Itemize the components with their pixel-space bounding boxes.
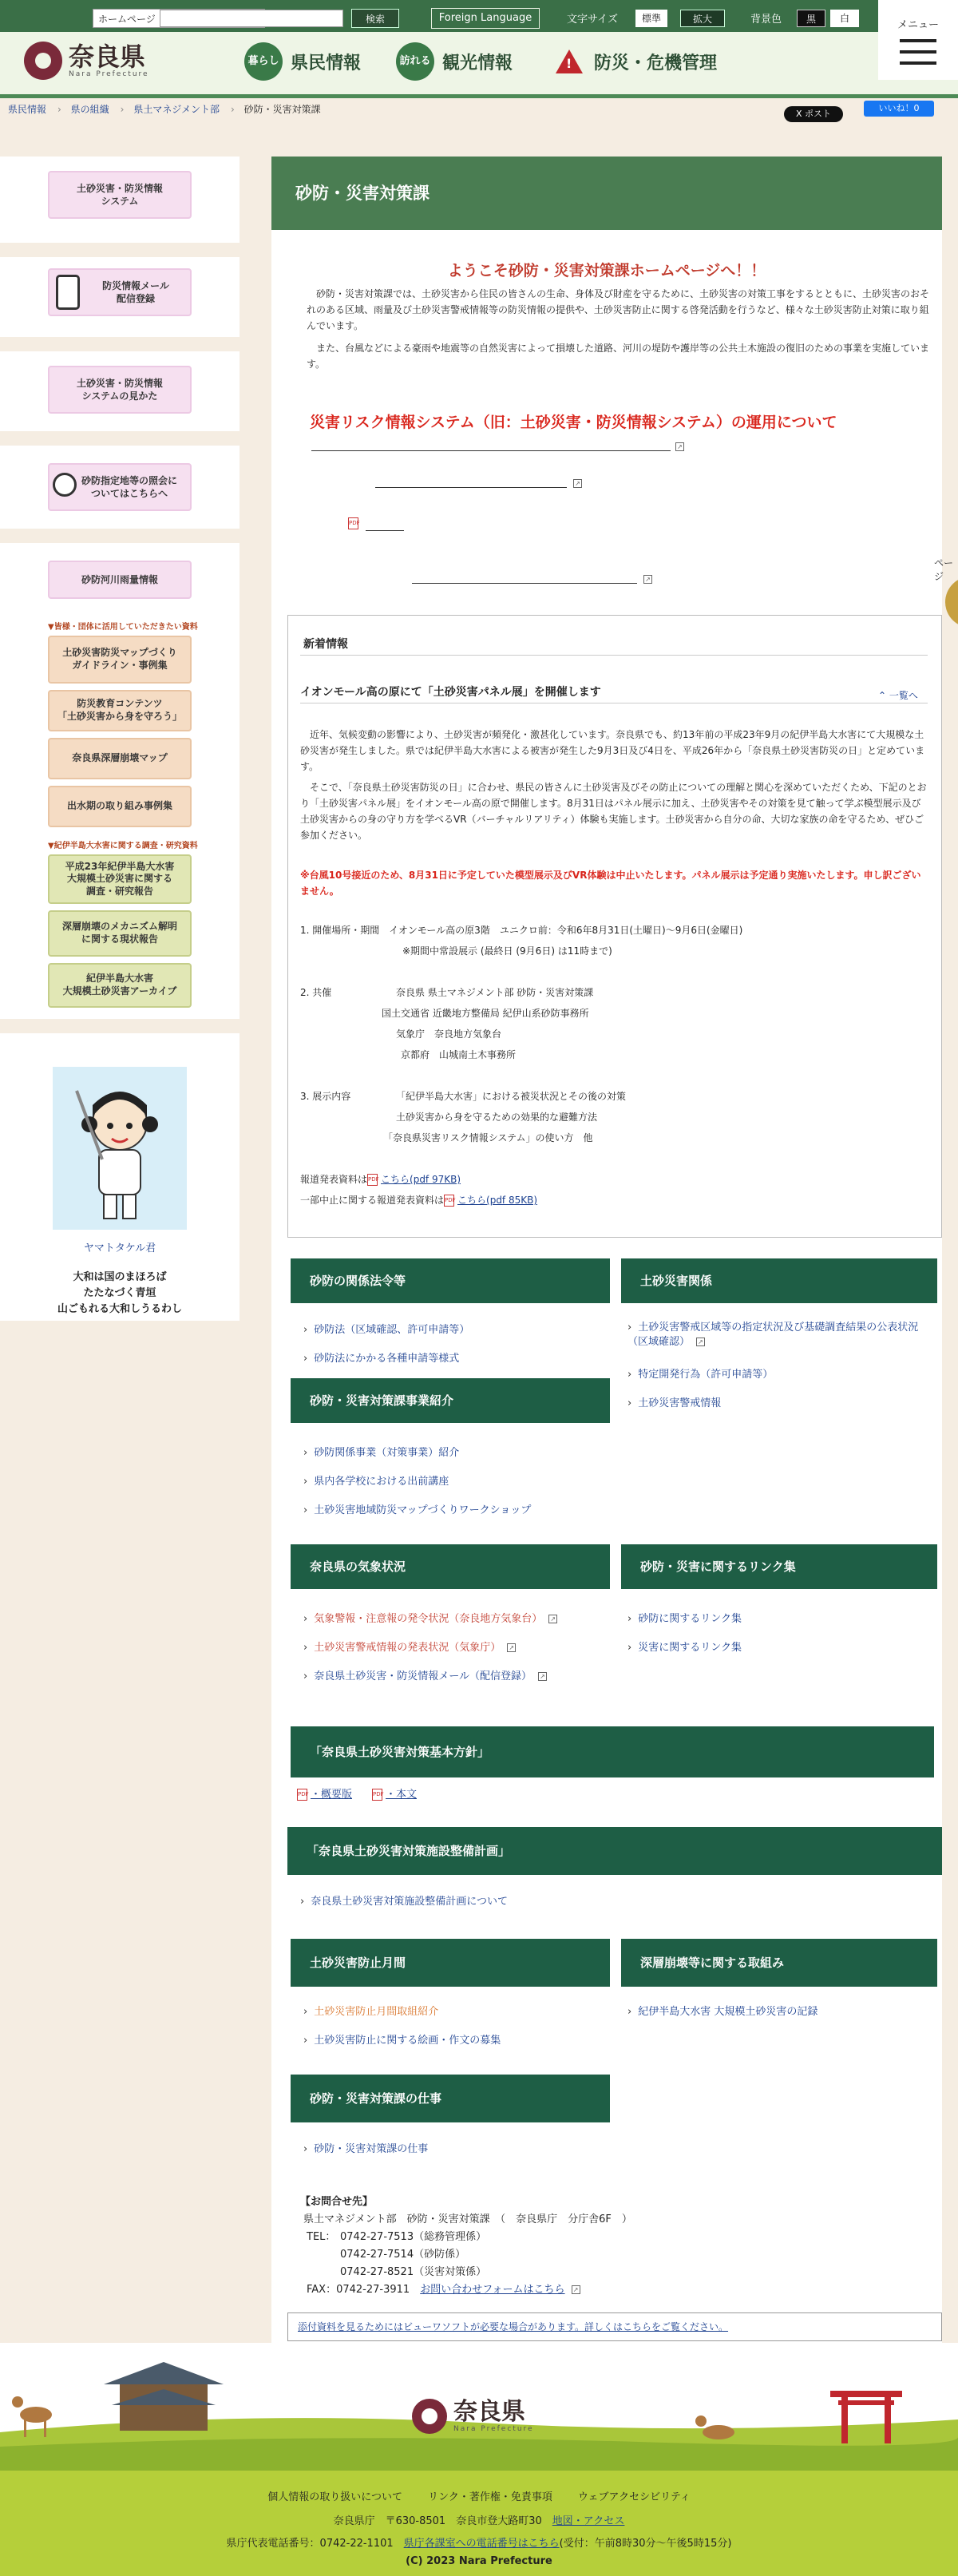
prevention-month-link[interactable]: › 土砂災害防止に関する絵画・作文の募集: [303, 2031, 501, 2047]
poem-line: たたなづく青垣: [83, 1287, 156, 1299]
pdf-icon: PDF: [372, 1789, 382, 1801]
viewer-note[interactable]: [287, 2312, 942, 2341]
menu-label: メニュー: [897, 19, 939, 31]
search-scope-value: ホームページ: [98, 14, 156, 25]
section-header-projects: 砂防・災害対策課事業紹介: [291, 1378, 610, 1423]
side-tab-label[interactable]: ページ: [934, 557, 954, 582]
intro-paragraph: また、台風などによる豪雨や地震等の自然災害によって損壊した道路、河川の堤防や護岸等の公共土木施設の復旧のための事業を実施しています。: [307, 343, 930, 370]
info-system-guide-button[interactable]: 土砂災害・防災情報 システムの見かた: [48, 366, 192, 414]
nav-badge: 暮らし: [244, 42, 283, 81]
page-title: 砂防・災害対策課: [271, 157, 942, 230]
kii-flood-report-button[interactable]: 平成23年紀伊半島大水害 大規模土砂災害に関する 調査・研究報告: [48, 854, 192, 904]
link-underline[interactable]: [366, 530, 404, 531]
link-collection-link[interactable]: › 砂防に関するリンク集: [627, 1610, 742, 1625]
breadcrumb: [8, 102, 321, 116]
breadcrumb-link[interactable]: 県土マネジメント部: [133, 104, 220, 115]
footer-link[interactable]: ウェブアクセシビリティ: [577, 2491, 691, 2503]
section-header-laws: 砂防の関係法令等: [291, 1258, 610, 1303]
project-link[interactable]: › 県内各学校における出前講座: [303, 1472, 449, 1488]
footer-logo-text: 奈良県: [453, 2398, 525, 2426]
external-link-icon: ↗: [643, 575, 652, 584]
press-release-line: [300, 1172, 461, 1186]
news-item: 京都府 山城南土木事務所: [401, 1049, 517, 1060]
footer-address: [0, 2512, 958, 2527]
sidebar-divider: [0, 243, 240, 257]
news-item: 「紀伊半島大水害」における被災状況とその後の対策: [396, 1091, 627, 1102]
news-item: ※期間中常設展示 (最終日 (9月6日) は11時まで): [402, 945, 612, 957]
nav-label: 防災・危機管理: [594, 53, 718, 73]
nara-emblem-icon: [412, 2399, 447, 2434]
breadcrumb-separator: ›: [57, 104, 61, 115]
link-underline[interactable]: [375, 487, 567, 488]
footer-logo[interactable]: [412, 2399, 534, 2434]
breadcrumb-current: 砂防・災害対策課: [243, 104, 321, 115]
news-paragraph: 近年、気候変動の影響により、土砂災害が頻発化・激甚化しています。奈良県でも、約13年前の平成23年9月の紀伊半島大水害にて大規模な土砂災害が発生しました。県では紀伊半島大水害による被害が発生した9月3日及び4日を、平成26年から「奈良県土砂災害防災の日」と定めています。: [300, 729, 925, 772]
fax-number: FAX：0742-27-3911: [307, 2284, 410, 2296]
river-rainfall-button[interactable]: 砂防河川雨量情報: [48, 561, 192, 599]
font-size-label: 文字サイズ: [567, 14, 618, 26]
section-header-weather: 奈良県の気象状況: [291, 1544, 610, 1589]
yamato-takeru-mascot-icon: [53, 1067, 187, 1230]
news-item: 国土交通省 近畿地方整備局 紀伊山系砂防事務所: [382, 1008, 589, 1019]
press-release-pdf-link[interactable]: こちら(pdf 85KB): [457, 1195, 538, 1206]
sidebar-section-label: ▼紀伊半島大水害に関する調査・研究資料: [48, 842, 198, 850]
flood-season-examples-button[interactable]: 出水期の取り組み事例集: [48, 786, 192, 827]
breadcrumb-link[interactable]: 県民情報: [8, 104, 47, 115]
section-header-sediment: 土砂災害関係: [621, 1258, 937, 1303]
nara-logo[interactable]: [24, 42, 149, 80]
sidebar-section-label: ▼皆様・団体に活用していただきたい資料: [48, 623, 198, 632]
external-link-icon: ↗: [538, 1672, 547, 1681]
nav-badge: 訪れる: [396, 42, 434, 81]
mascot-image: [53, 1067, 187, 1230]
pdf-icon: PDF: [297, 1789, 307, 1801]
contact-fax: [307, 2281, 580, 2296]
pdf-icon: PDF: [367, 1174, 378, 1186]
facility-plan-link[interactable]: › 奈良県土砂災害対策施設整備計画について: [300, 1892, 508, 1908]
bg-white-button[interactable]: 白: [830, 10, 859, 27]
bg-black-button[interactable]: 黒: [797, 10, 825, 27]
footer-phone: [0, 2534, 958, 2550]
hours-text: (受付：午前8時30分～午後5時15分): [559, 2538, 732, 2550]
logo-subtext: Nara Prefecture: [69, 70, 149, 78]
kii-flood-archive-button[interactable]: 紀伊半島大水害 大規模土砂災害アーカイブ: [48, 963, 192, 1008]
nav-label: 県民情報: [291, 53, 362, 73]
section-header-facility-plan: 「奈良県土砂災害対策施設整備計画」: [287, 1827, 942, 1875]
breadcrumb-link[interactable]: 県の組織: [70, 104, 109, 115]
deep-collapse-map-button[interactable]: 奈良県深層崩壊マップ: [48, 738, 192, 779]
footer-link[interactable]: 個人情報の取り扱いについて: [267, 2491, 402, 2503]
hamburger-icon: [900, 39, 936, 42]
work-link[interactable]: › 砂防・災害対策課の仕事: [303, 2140, 428, 2155]
weather-link-label: 奈良県土砂災害・防災情報メール（配信登録）: [314, 1670, 532, 1682]
poem-line: 大和は国のまほろば: [73, 1271, 167, 1283]
search-input[interactable]: [160, 10, 343, 27]
press-release-pdf-link[interactable]: こちら(pdf 97KB): [381, 1174, 461, 1185]
copyright: (C) 2023 Nara Prefecture: [406, 2555, 552, 2567]
hamburger-icon-line: [900, 61, 936, 65]
sediment-info-system-button[interactable]: 土砂災害・防災情報 システム: [48, 171, 192, 219]
news-list-label: 一覧へ: [889, 690, 918, 701]
news-notice: ※台風10号接近のため、8月31日に予定していた模型展示及びVR体験は中止いたします。パネル展示は予定通り実施いたします。申し訳ございません。: [300, 870, 921, 897]
law-link[interactable]: › 砂防法にかかる各種申請等様式: [303, 1349, 459, 1365]
mascot-name-link[interactable]: ヤマトタケル君: [83, 1242, 156, 1254]
sidebar-divider: [0, 337, 240, 351]
poem-line: 山ごもれる大和しうるわし: [57, 1303, 182, 1315]
risk-system-heading: 災害リスク情報システム（旧：土砂災害・防災情報システム）の運用について: [310, 414, 837, 431]
news-title: イオンモール高の原にて「土砂災害パネル展」を開催します: [300, 686, 601, 699]
pdf-link-label: ・本文: [386, 1789, 418, 1801]
news-list-link[interactable]: [878, 688, 918, 702]
weather-link-label: 土砂災害警戒情報の発表状況（気象庁）: [314, 1642, 501, 1654]
education-content-button[interactable]: 防災教育コンテンツ 「土砂災害から身を守ろう」: [48, 690, 192, 731]
nav-tourism-info[interactable]: [396, 42, 513, 81]
nav-disaster-management[interactable]: [556, 42, 717, 81]
press-release-line: [300, 1193, 537, 1207]
welcome-heading: ようこそ砂防・災害対策課ホームページへ！！: [447, 262, 766, 279]
section-header-work: 砂防・災害対策課の仕事: [291, 2075, 610, 2122]
search-button[interactable]: 検索: [351, 9, 399, 28]
phone-icon: [56, 275, 80, 310]
chevron-up-icon: ⌃: [878, 690, 889, 701]
contact-heading: 【お問合せ先】: [300, 2196, 374, 2208]
sidebar-divider: [0, 1019, 240, 1033]
news-paragraph: そこで、「奈良県土砂災害防災の日」に合わせ、県民の皆さんに土砂災害及びその防止についての理解と関心を深めていただくため、下記のとおり「土砂災害パネル展」をイオンモール高の原で開催します。8月31日はパネル展示に加え、土砂災害やその対策を見て触って学ぶ模型展示及び土砂災害からの身の守り方を学べるVR（バーチャルリアリティ）体験も実施します。土砂災害から自分の命、大切な家族の命を守るため、ぜひご参加ください。: [300, 782, 927, 841]
external-link-icon: ↗: [696, 1338, 705, 1346]
external-link-icon: ↗: [548, 1615, 557, 1623]
deep-collapse-link[interactable]: › 紀伊半島大水害 大規模土砂災害の記録: [627, 2003, 817, 2018]
prevention-month-link[interactable]: › 土砂災害防止月間取組紹介: [303, 2003, 438, 2018]
address-text: 奈良県庁 〒630-8501 奈良市登大路町30: [333, 2515, 542, 2527]
contact-tel-label: TEL：: [307, 2231, 336, 2243]
nara-emblem-icon: [24, 42, 62, 80]
facebook-like-button[interactable]: いいね！0: [864, 101, 934, 117]
sidebar-divider: [0, 529, 240, 543]
logo-text: 奈良県: [69, 42, 146, 72]
font-standard-button[interactable]: 標準: [635, 10, 667, 27]
footer-logo-subtext: Nara Prefecture: [453, 2425, 534, 2433]
news-item: 奈良県 県土マネジメント部 砂防・災害対策課: [396, 987, 594, 998]
breadcrumb-separator: ›: [120, 104, 125, 115]
section-header-link-collection: 砂防・災害に関するリンク集: [621, 1544, 937, 1589]
nav-resident-info[interactable]: [244, 42, 361, 81]
footer: [0, 2343, 958, 2576]
section-header-deep-collapse: 深層崩壊等に関する取組み: [621, 1939, 937, 1987]
weather-link[interactable]: [303, 1667, 547, 1682]
breadcrumb-separator: ›: [230, 104, 235, 115]
sediment-link[interactable]: [627, 1321, 931, 1349]
contact-tel: 0742-27-8521（災害対策係）: [340, 2266, 487, 2278]
deep-collapse-report-button[interactable]: 深層崩壊のメカニズム解明 に関する現状報告: [48, 910, 192, 957]
x-post-button[interactable]: X ポスト: [784, 106, 843, 122]
contact-tel: 0742-27-7514（砂防係）: [340, 2249, 466, 2261]
link-collection-link[interactable]: › 災害に関するリンク集: [627, 1639, 742, 1654]
intro-paragraph: 砂防・災害対策課では、土砂災害から住民の皆さんの生命、身体及び財産を守るために、土砂災害の対策工事をするとともに、土砂災害のおそれのある区域、雨量及び土砂災害警戒情報等の防災情報の提供や、土砂災害防止に関する啓発活動を行うなど、様々な土砂災害防止対策に取り組んでいます。: [307, 288, 930, 331]
external-link-icon: ↗: [573, 479, 582, 488]
contact-tel: 0742-27-7513（総務管理係）: [340, 2231, 487, 2243]
external-link-icon: ↗: [572, 2285, 580, 2294]
external-link-icon: ↗: [507, 1643, 516, 1652]
news-item: 2. 共催: [300, 987, 332, 998]
dept-phone-link[interactable]: 県庁各課室への電話番号はこちら: [403, 2538, 560, 2550]
side-tab-handle[interactable]: [945, 577, 958, 628]
link-underline[interactable]: [311, 450, 671, 451]
project-link[interactable]: › 土砂災害地域防災マップづくりワークショップ: [303, 1501, 531, 1516]
nav-label: 観光情報: [442, 53, 513, 73]
pdf-icon: PDF: [444, 1195, 454, 1207]
disaster-mail-button[interactable]: 防災情報メール 配信登録: [48, 268, 192, 316]
hamburger-icon-line: [900, 50, 936, 54]
news-item: 「奈良県災害リスク情報システム」の使い方 他: [383, 1132, 593, 1143]
font-large-button[interactable]: 拡大: [680, 10, 725, 27]
pdf-icon: PDF: [348, 517, 358, 529]
link-underline[interactable]: [412, 583, 637, 584]
sediment-link[interactable]: › 特定開発行為（許可申請等）: [627, 1365, 773, 1381]
footer-links: [0, 2488, 958, 2503]
news-item: 土砂災害から身を守るための効果的な避難方法: [396, 1112, 598, 1123]
news-item: 3. 展示内容: [300, 1091, 351, 1102]
sediment-link-label: 土砂災害警戒区域等の指定状況及び基礎調査結果の公表状況（区域確認）: [627, 1322, 919, 1348]
project-link[interactable]: › 砂防関係事業（対策事業）紹介: [303, 1444, 459, 1459]
basic-policy-fulltext-link[interactable]: [372, 1785, 417, 1801]
viewer-note-link: 添付資料を見るためにはビューワソフトが必要な場合があります。詳しくはこちらをご覧ください。: [298, 2321, 729, 2332]
contact-dept: 県土マネジメント部 砂防・災害対策課 （ 奈良県庁 分庁舎6F ）: [303, 2213, 632, 2225]
warning-icon: !: [556, 50, 583, 73]
magnifier-icon: [53, 473, 77, 497]
sediment-link[interactable]: › 土砂災害警戒情報: [627, 1394, 721, 1409]
header-divider: [0, 94, 958, 98]
menu-button[interactable]: [878, 0, 958, 80]
press-label: 一部中止に関する報道発表資料は: [300, 1195, 445, 1206]
external-link-icon: ↗: [675, 442, 684, 451]
sidebar: [0, 157, 240, 1321]
foreign-language-button[interactable]: Foreign Language: [431, 8, 540, 29]
news-item: 気象庁 奈良地方気象台: [396, 1028, 502, 1040]
section-header-prevention-month: 土砂災害防止月間: [291, 1939, 610, 1987]
news-label: 新着情報: [303, 638, 348, 651]
sabo-designated-area-button[interactable]: 砂防指定地等の照会に ついてはこちらへ: [48, 463, 192, 511]
background-color-label: 背景色: [750, 14, 782, 26]
disaster-map-guideline-button[interactable]: 土砂災害防災マップづくり ガイドライン・事例集: [48, 636, 192, 684]
footer-link[interactable]: リンク・著作権・免責事項: [428, 2491, 552, 2503]
weather-link[interactable]: [303, 1639, 516, 1654]
section-header-basic-policy: 「奈良県土砂災害対策基本方針」: [291, 1726, 934, 1777]
law-link[interactable]: › 砂防法（区域確認、許可申請等）: [303, 1321, 469, 1336]
inquiry-form-link[interactable]: お問い合わせフォームはこちら: [420, 2284, 565, 2296]
pdf-link-label: ・概要版: [311, 1789, 353, 1801]
press-label: 報道発表資料は: [300, 1174, 368, 1185]
weather-link[interactable]: [303, 1610, 557, 1625]
phone-text: 県庁代表電話番号：0742-22-1101: [226, 2538, 394, 2550]
basic-policy-summary-link[interactable]: [297, 1785, 352, 1801]
map-access-link[interactable]: 地図・アクセス: [552, 2515, 625, 2527]
sidebar-divider: [0, 431, 240, 446]
weather-link-label: 気象警報・注意報の発令状況（奈良地方気象台）: [314, 1613, 543, 1625]
news-divider: [300, 655, 928, 656]
news-item: 1. 開催場所・期間 イオンモール高の原3階 ユニクロ前：令和6年8月31日(土曜日)～9月6日(金曜日): [300, 925, 743, 936]
